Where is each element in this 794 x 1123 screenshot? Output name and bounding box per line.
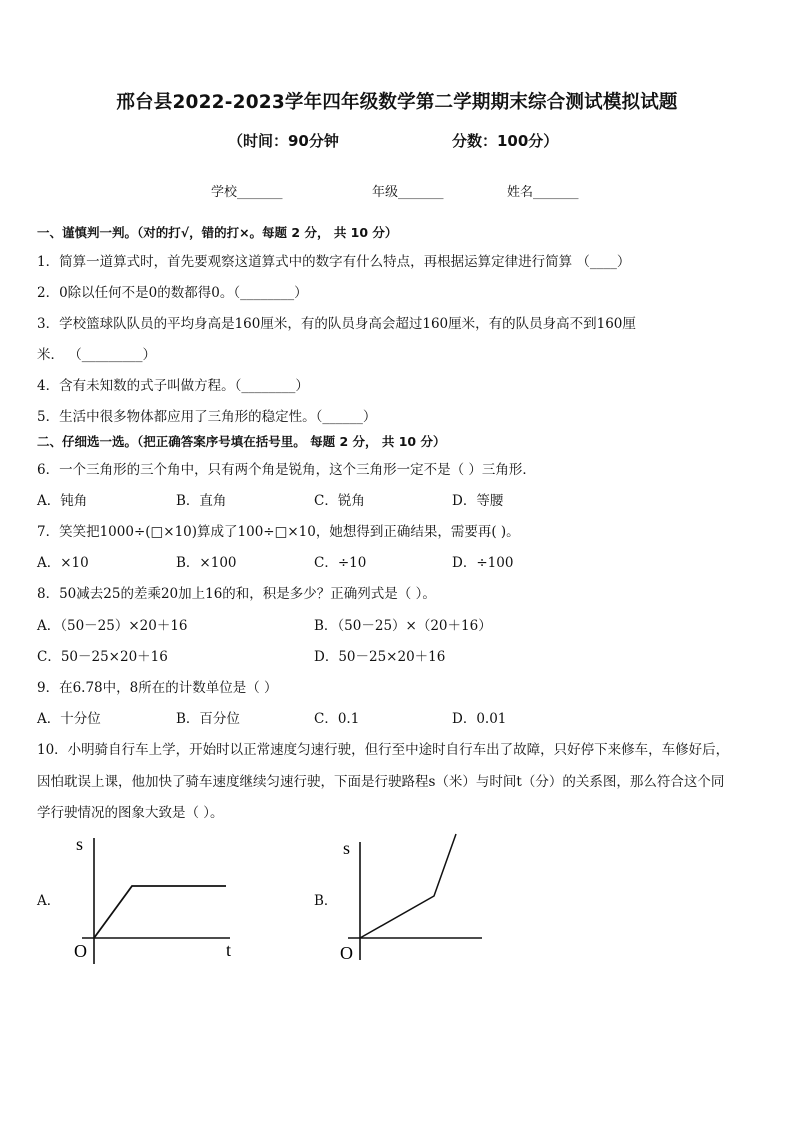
question-1: 1．简算一道算式时，首先要观察这道算式中的数字有什么特点，再根据运算定律进行简算 （____） [37, 254, 631, 270]
grade-field[interactable]: 年级_______ [372, 185, 444, 200]
question-10-line1: 10．小明骑自行车上学，开始时以正常速度匀速行驶，但行至中途时自行车出了故障，只好停下来修车，车修好后， [37, 742, 730, 758]
graph-a-t-label: t [226, 940, 232, 960]
q9-option-a[interactable]: A．十分位 [37, 711, 101, 727]
q8-option-a[interactable]: A．（50－25）×20＋16 [37, 618, 188, 634]
question-4: 4．含有未知数的式子叫做方程。（________） [37, 378, 309, 394]
q8-option-b[interactable]: B．（50－25）×（20＋16） [314, 618, 492, 634]
exam-title: 邢台县2022-2023学年四年级数学第二学期期末综合测试模拟试题 [116, 92, 678, 113]
section1-heading: 一、谨慎判一判。（对的打√，错的打×。每题 2 分， 共 10 分） [37, 225, 398, 240]
graph-a-s-label: s [76, 834, 84, 854]
graph-a-curve [94, 886, 226, 938]
q6-option-a[interactable]: A．钝角 [37, 493, 88, 509]
question-6: 6．一个三角形的三个角中，只有两个角是锐角，这个三角形一定不是（ ）三角形． [37, 462, 536, 478]
q9-option-b[interactable]: B．百分位 [176, 711, 240, 727]
question-7: 7．笑笑把1000÷(□×10)算成了100÷□×10，她想得到正确结果，需要再( )。 [37, 524, 520, 540]
time-label: （时间：90分钟 [228, 132, 339, 150]
q7-option-b[interactable]: B．×100 [176, 555, 237, 571]
graph-a-origin-label: O [74, 941, 87, 961]
q7-option-a[interactable]: A．×10 [37, 555, 89, 571]
q8-option-c[interactable]: C．50－25×20＋16 [37, 649, 168, 665]
q7-option-d[interactable]: D．÷100 [452, 555, 514, 571]
q9-option-c[interactable]: C．0.1 [314, 711, 360, 727]
q9-option-d[interactable]: D．0.01 [452, 711, 507, 727]
q7-option-c[interactable]: C．÷10 [314, 555, 367, 571]
question-10-line2: 因怕耽误上课，他加快了骑车速度继续匀速行驶，下面是行驶路程s（米）与时间t（分）的关系图，那么符合这个同 [37, 774, 725, 790]
q6-option-c[interactable]: C．锐角 [314, 493, 365, 509]
question-9: 9．在6.78中，8所在的计数单位是（ ） [37, 680, 278, 696]
graph-b-s-label: s [343, 838, 351, 858]
graph-b-origin-label: O [340, 943, 353, 963]
q6-option-b[interactable]: B．直角 [176, 493, 227, 509]
graph-b-label[interactable]: B． [314, 893, 338, 909]
question-3-line1: 3．学校篮球队队员的平均身高是160厘米，有的队员身高会超过160厘米，有的队员身高不到160厘 [37, 316, 636, 332]
graph-a [60, 830, 250, 970]
question-2: 2．0除以任何不是0的数都得0。（________） [37, 285, 308, 301]
school-field[interactable]: 学校_______ [211, 185, 283, 200]
name-field[interactable]: 姓名_______ [507, 185, 579, 200]
graph-b-curve [360, 834, 456, 938]
q6-option-d[interactable]: D．等腰 [452, 493, 504, 509]
section2-heading: 二、仔细选一选。（把正确答案序号填在括号里。 每题 2 分， 共 10 分） [37, 434, 446, 449]
question-5: 5．生活中很多物体都应用了三角形的稳定性。（______） [37, 409, 377, 425]
q8-option-d[interactable]: D．50－25×20＋16 [314, 649, 446, 665]
question-3-line2: 米． （_________） [37, 347, 157, 363]
question-8: 8．50减去25的差乘20加上16的和，积是多少？正确列式是（ ）。 [37, 586, 436, 602]
graph-b [330, 830, 500, 970]
graph-a-label[interactable]: A． [37, 893, 61, 909]
score-label: 分数：100分） [452, 132, 559, 150]
question-10-line3: 学行驶情况的图象大致是（ ）。 [37, 805, 224, 821]
